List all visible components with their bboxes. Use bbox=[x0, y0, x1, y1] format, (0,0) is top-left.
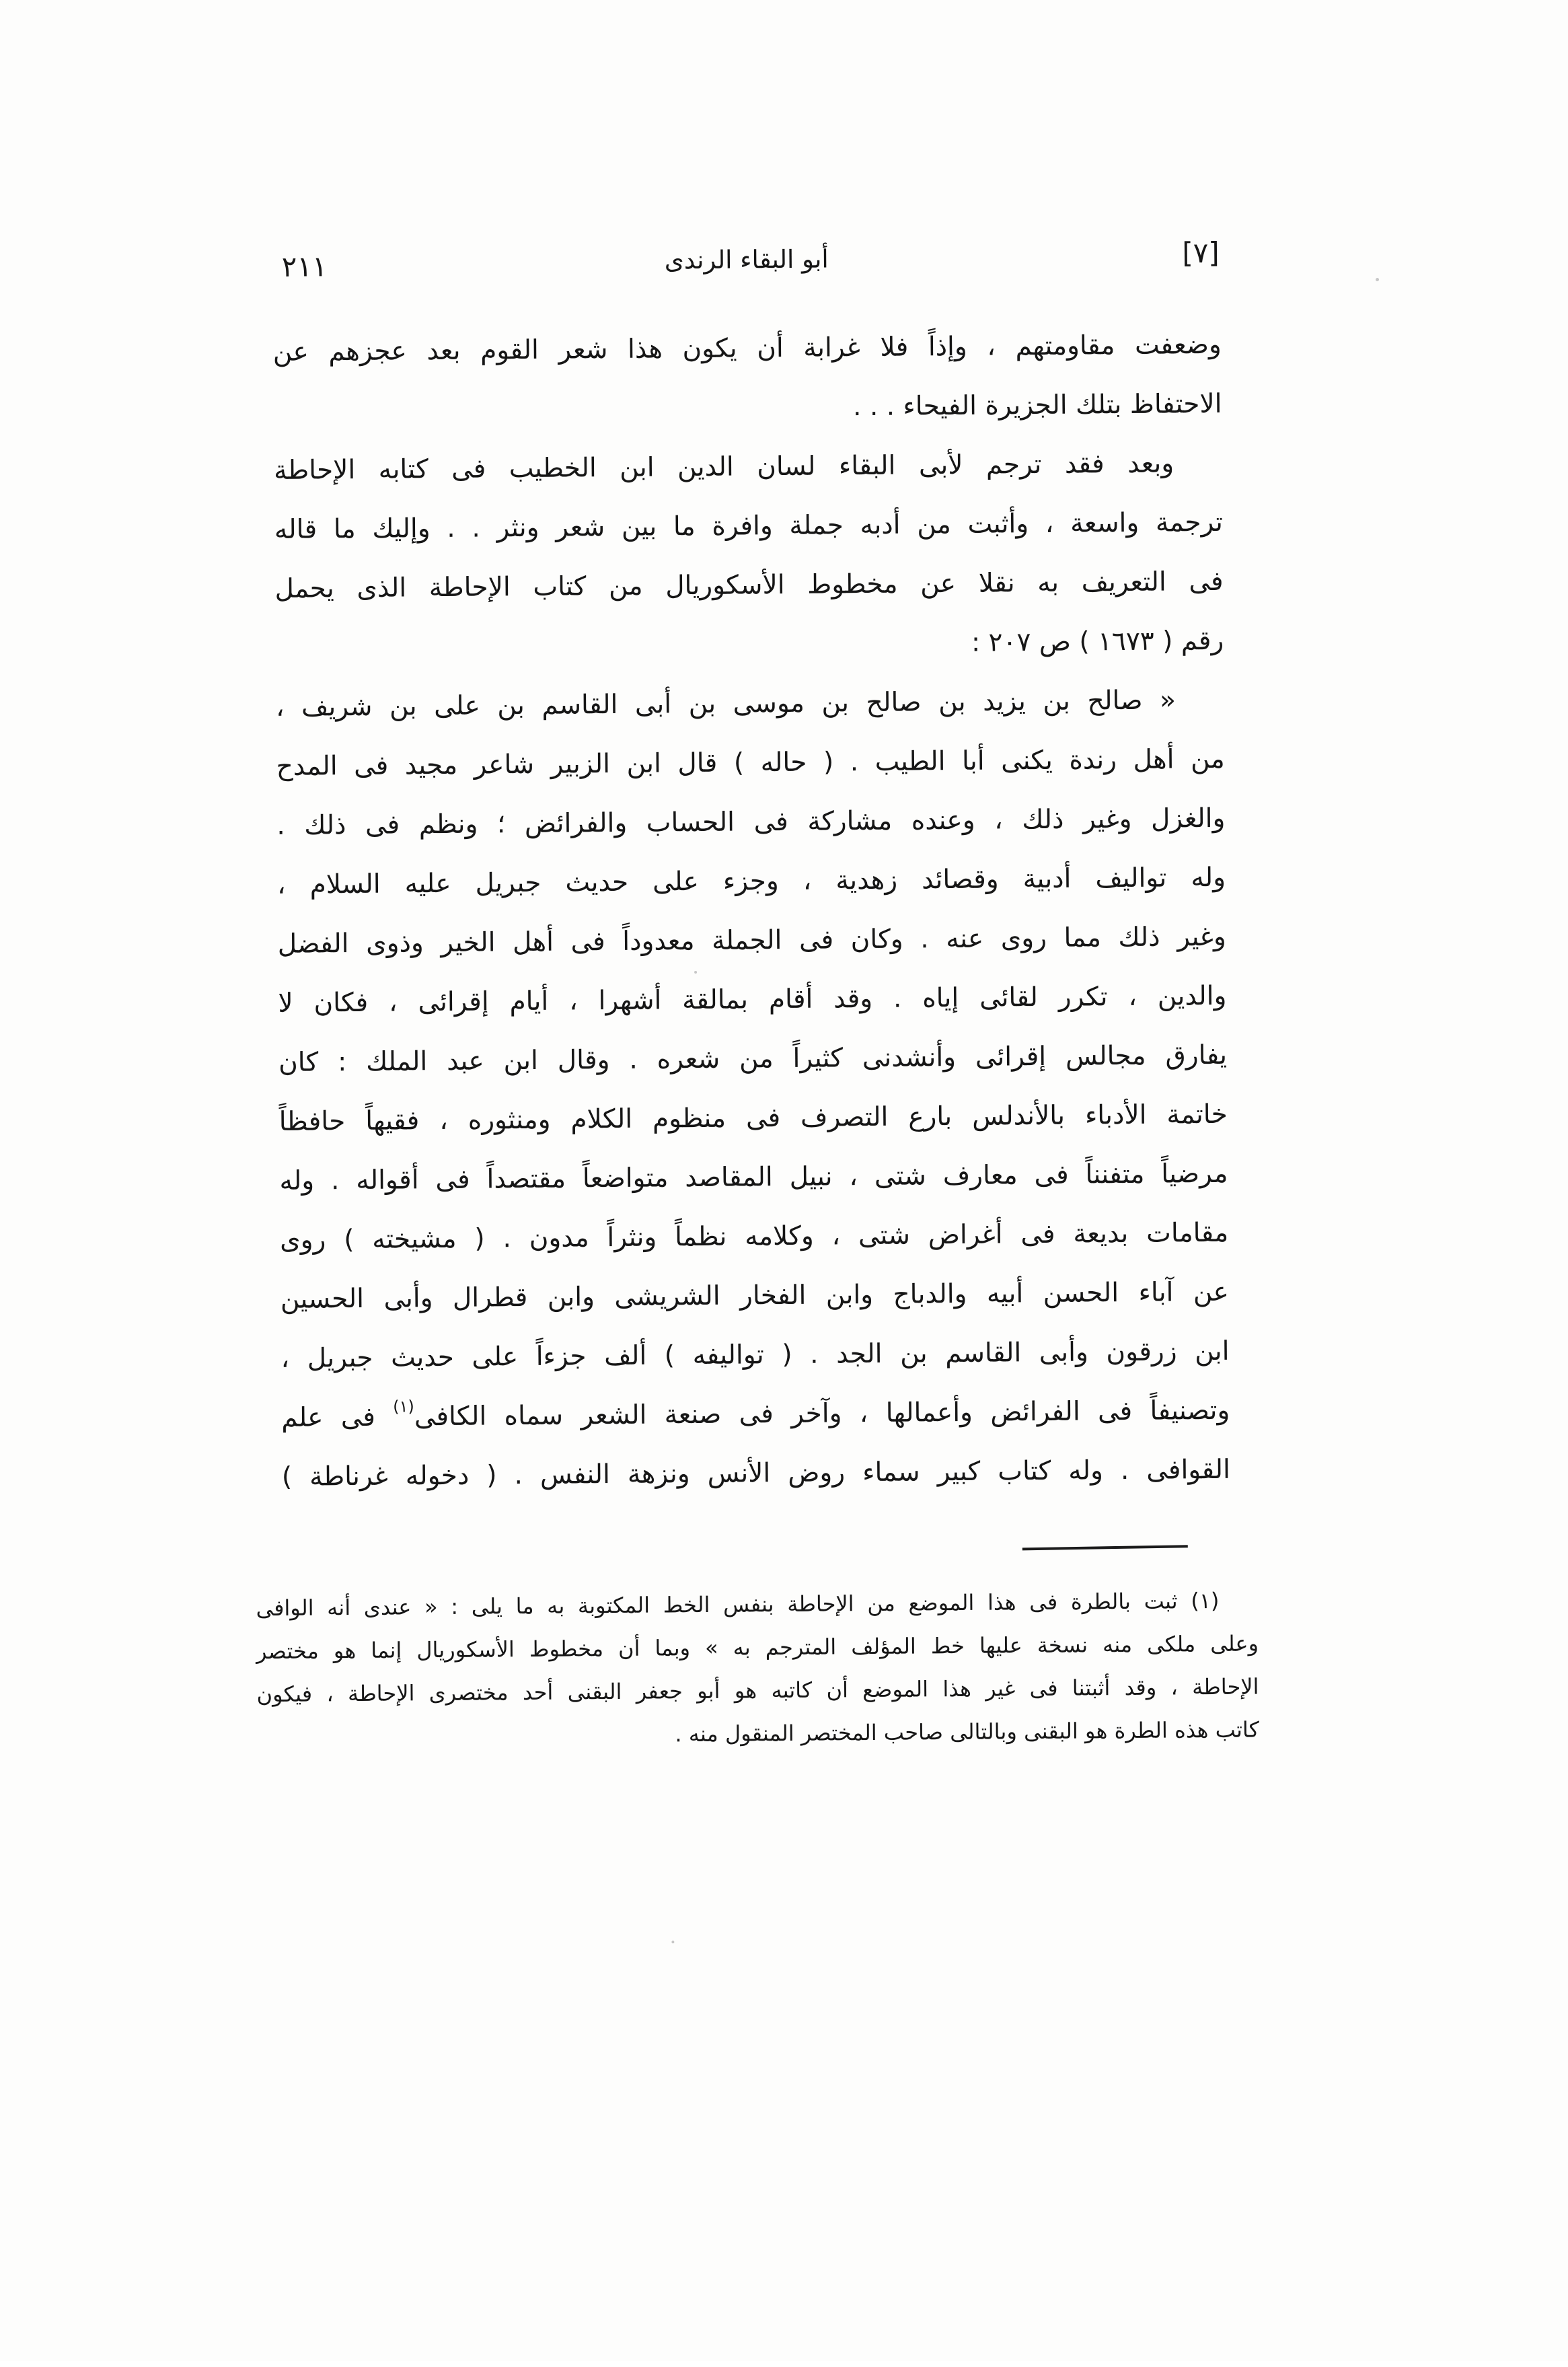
footnote-line: وعلى ملكى منه نسخة عليها خط المؤلف المترجم به » وبما أن مخطوط الأسكوريال إنما هو مختصر bbox=[256, 1630, 1259, 1665]
body-line: الاحتفاظ بتلك الجزيرة الفيحاء . . . bbox=[852, 388, 1222, 423]
body-line: والدين ، تكرر لقائى إياه . وقد أقام بمالقة أشهرا ، أيام إقرائى ، فكان لا bbox=[278, 980, 1227, 1019]
scan-speck bbox=[671, 1940, 674, 1943]
body-line: يفارق مجالس إقرائى وأنشدنى كثيراً من شعره . وقال ابن عبد الملك : كان bbox=[278, 1040, 1228, 1078]
footnote-line: (١) ثبت بالطرة فى هذا الموضع من الإحاطة بنفس الخط المكتوبة به ما يلى : « عندى أنه الوافى bbox=[256, 1587, 1220, 1622]
body-line: ترجمة واسعة ، وأثبت من أدبه جملة وافرة ما بين شعر ونثر . . وإليك ما قاله bbox=[274, 507, 1224, 545]
body-line: والغزل وغير ذلك ، وعنده مشاركة فى الحساب والفرائض ؛ ونظم فى ذلك . bbox=[276, 803, 1226, 841]
footnote-block bbox=[256, 1579, 1259, 1759]
body-line: « صالح بن يزيد بن صالح بن موسى بن أبى القاسم بن على بن شريف ، bbox=[275, 685, 1177, 723]
footnote-reference-marker: (١) bbox=[393, 1397, 414, 1416]
line-text: وتصنيفاً فى الفرائض وأعمالها ، وآخر فى صنعة الشعر سماه الكافى bbox=[414, 1395, 1230, 1432]
body-line: القوافى . وله كتاب كبير سماء روض الأنس ونزهة النفس . ( دخوله غرناطة ) bbox=[281, 1454, 1231, 1492]
running-title: أبو البقاء الرندى bbox=[664, 244, 829, 275]
body-line: وله تواليف أدبية وقصائد زهدية ، وجزء على حديث جبريل عليه السلام ، bbox=[276, 862, 1226, 900]
body-line: ابن زرقون وأبى القاسم بن الجد . ( تواليفه ) ألف جزءاً على حديث جبريل ، bbox=[281, 1336, 1230, 1374]
body-line-with-footnote-ref bbox=[281, 1381, 1230, 1448]
body-line: فى التعريف به نقلا عن مخطوط الأسكوريال من كتاب الإحاطة الذى يحمل bbox=[274, 566, 1224, 604]
body-line: وبعد فقد ترجم لأبى البقاء لسان الدين ابن الخطيب فى كتابه الإحاطة bbox=[274, 448, 1174, 486]
section-bracket-number: [٧] bbox=[1182, 235, 1220, 270]
page-number: ٢١١ bbox=[281, 250, 328, 283]
body-line: من أهل رندة يكنى أبا الطيب . ( حاله ) قال ابن الزبير شاعر مجيد فى المدح bbox=[276, 743, 1225, 782]
footnote-separator-rule bbox=[1022, 1545, 1188, 1550]
footnote-line: كاتب هذه الطرة هو البقنى وبالتالى صاحب المختصر المنقول منه . bbox=[675, 1716, 1260, 1747]
scan-speck bbox=[694, 971, 697, 974]
body-line: وغير ذلك مما روى عنه . وكان فى الجملة معدوداً فى أهل الخير وذوى الفضل bbox=[277, 921, 1226, 959]
body-line: مرضياً متفنناً فى معارف شتى ، نبيل المقاصد متواضعاً مقتصداً فى أقواله . وله bbox=[279, 1158, 1228, 1196]
body-line: وضعفت مقاومتهم ، وإذاً فلا غرابة أن يكون هذا شعر القوم بعد عجزهم عن bbox=[272, 329, 1222, 367]
body-line: خاتمة الأدباء بالأندلس بارع التصرف فى منظوم الكلام ومنثوره ، فقيهاً حافظاً bbox=[278, 1099, 1228, 1137]
body-text-block bbox=[272, 316, 1230, 1507]
line-text: فى علم bbox=[281, 1401, 376, 1433]
footnote-line: الإحاطة ، وقد أثبتنا فى غير هذا الموضع أن كاتبه هو أبو جعفر البقنى أحد مختصرى الإحاطة ، فيكون bbox=[256, 1673, 1259, 1708]
page-header bbox=[272, 231, 1221, 292]
scan-speck bbox=[1376, 278, 1379, 281]
body-line: عن آباء الحسن أبيه والدباج وابن الفخار الشريشى وابن قطرال وأبى الحسين bbox=[280, 1276, 1230, 1315]
body-line: مقامات بديعة فى أغراض شتى ، وكلامه نظماً ونثراً مدون . ( مشيخته ) روى bbox=[280, 1217, 1229, 1255]
body-line: رقم ( ١٦٧٣ ) ص ٢٠٧ : bbox=[971, 625, 1224, 658]
